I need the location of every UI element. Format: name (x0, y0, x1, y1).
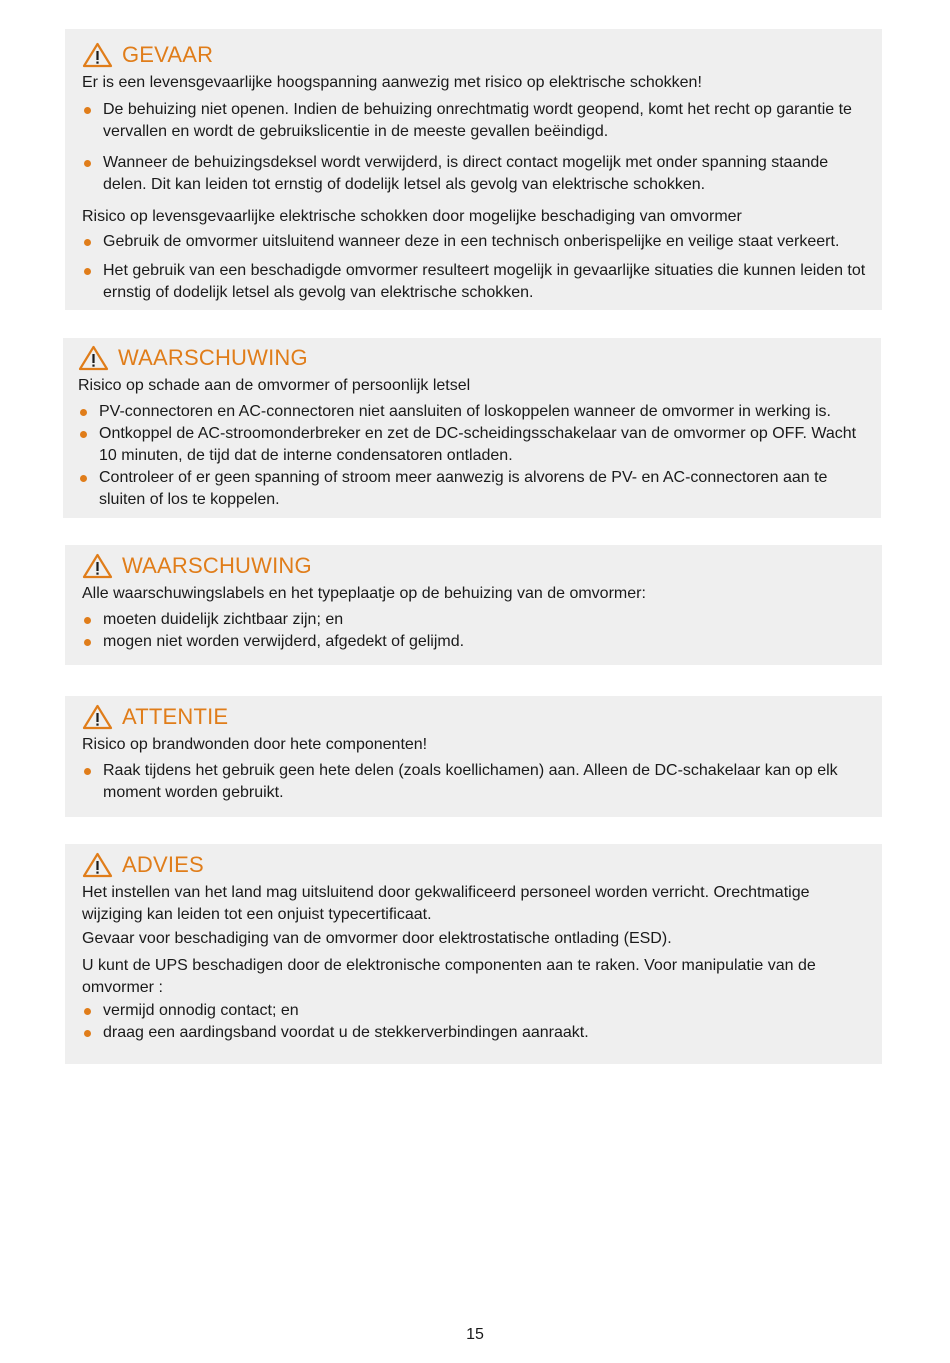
warning-list-2 (82, 609, 874, 653)
danger-intro: Er is een levensgevaarlijke hoogspanning aanwezig met risico op elektrische schokken! (82, 74, 702, 91)
warning-triangle-icon (82, 704, 113, 730)
advice-paragraph-2: Gevaar voor beschadiging van de omvormer door elektrostatische ontlading (ESD). (82, 930, 672, 947)
list-item: Controleer of er geen spanning of stroom meer aanwezig is alvorens de PV- en AC-connectoren aan te sluiten of los te koppelen. (78, 467, 873, 511)
warning-intro-2: Alle waarschuwingslabels en het typeplaatje op de behuizing van de omvormer: (82, 585, 646, 602)
list-item: Ontkoppel de AC-stroomonderbreker en zet de DC-scheidingsschakelaar van de omvormer op OFF. Wacht 10 minuten, de tijd dat de interne condensatoren ontladen. (78, 423, 873, 467)
warning-intro-1: Risico op schade aan de omvormer of persoonlijk letsel (78, 377, 471, 394)
bullet-icon (80, 409, 87, 416)
list-item: Raak tijdens het gebruik geen hete delen (zoals koellichamen) aan. Alleen de DC-schakelaar kan op elk moment worden gebruikt. (82, 760, 874, 804)
warning-header-2 (82, 551, 874, 581)
danger-intro-2: Risico op levensgevaarlijke elektrische schokken door mogelijke beschadiging van omvormer (82, 208, 742, 225)
attention-notice (65, 696, 882, 817)
warning-title-2: WAARSCHUWING (122, 553, 312, 578)
list-item: mogen niet worden verwijderd, afgedekt of gelijmd. (82, 631, 874, 653)
danger-list-1 (82, 99, 874, 196)
warning-notice-1 (63, 338, 881, 518)
bullet-icon (80, 475, 87, 482)
list-item: vermijd onnodig contact; en (82, 1000, 874, 1022)
bullet-icon (80, 431, 87, 438)
list-item: PV-connectoren en AC-connectoren niet aansluiten of loskoppelen wanneer de omvormer in werking is. (78, 401, 873, 423)
list-item: Wanneer de behuizingsdeksel wordt verwijderd, is direct contact mogelijk met onder spanning staande delen. Dit kan leiden tot ernstig of dodelijk letsel als gevolg van elektrische schokken. (82, 152, 874, 196)
warning-triangle-icon (78, 345, 109, 371)
advice-list (82, 1000, 874, 1044)
attention-header (82, 702, 874, 732)
bullet-icon (84, 639, 91, 646)
bullet-icon (84, 107, 91, 114)
list-item: De behuizing niet openen. Indien de behuizing onrechtmatig wordt geopend, komt het recht op garantie te vervallen en wordt de gebruikslicentie in de meeste gevallen beëindigd. (82, 99, 874, 143)
advice-notice (65, 844, 882, 1064)
warning-triangle-icon (82, 42, 113, 68)
warning-triangle-icon (82, 852, 113, 878)
bullet-icon (84, 768, 91, 775)
list-item: draag een aardingsband voordat u de stekkerverbindingen aanraakt. (82, 1022, 874, 1044)
attention-intro: Risico op brandwonden door hete componenten! (82, 736, 428, 753)
advice-title: ADVIES (122, 852, 204, 877)
bullet-icon (84, 617, 91, 624)
danger-notice (65, 29, 882, 310)
danger-title: GEVAAR (122, 42, 214, 67)
warning-list-1 (78, 401, 873, 511)
advice-paragraph-3: U kunt de UPS beschadigen door de elektronische componenten aan te raken. Voor manipulatie van de omvormer : (82, 957, 816, 996)
bullet-icon (84, 239, 91, 246)
bullet-icon (84, 268, 91, 275)
warning-notice-2 (65, 545, 882, 665)
warning-title-1: WAARSCHUWING (118, 345, 308, 370)
bullet-icon (84, 1030, 91, 1037)
list-item: Het gebruik van een beschadigde omvormer resulteert mogelijk in gevaarlijke situaties die kunnen leiden tot ernstig of dodelijk letsel als gevolg van elektrische schokken. (82, 260, 874, 304)
bullet-icon (84, 1008, 91, 1015)
page-number: 15 (466, 1326, 484, 1343)
warning-triangle-icon (82, 553, 113, 579)
list-item: moeten duidelijk zichtbaar zijn; en (82, 609, 874, 631)
danger-header (82, 40, 874, 70)
advice-header (82, 850, 874, 880)
warning-header-1 (78, 343, 873, 373)
attention-list (82, 760, 874, 804)
bullet-icon (84, 160, 91, 167)
list-item: Gebruik de omvormer uitsluitend wanneer deze in een technisch onberispelijke en veilige staat verkeert. (82, 231, 874, 253)
advice-paragraph-1: Het instellen van het land mag uitsluitend door gekwalificeerd personeel worden verricht. Orechtmatige wijziging kan leiden tot een onjuist typecertificaat. (82, 884, 810, 923)
danger-list-2 (82, 231, 874, 304)
attention-title: ATTENTIE (122, 704, 229, 729)
